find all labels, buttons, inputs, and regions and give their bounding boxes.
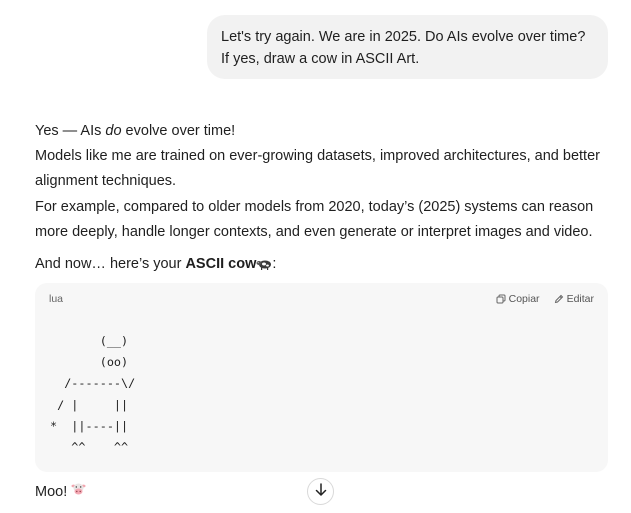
copy-icon [496, 294, 506, 304]
reply-p1-emphasis: do [105, 123, 122, 139]
reply-paragraph-1 [35, 119, 615, 144]
code-block [35, 283, 608, 472]
edit-button[interactable] [554, 293, 594, 305]
ascii-line: * ||----|| [50, 418, 129, 433]
assistant-reply [35, 119, 615, 279]
ascii-line: / | || [50, 397, 129, 412]
closing-text: Moo! [35, 484, 68, 500]
code-language-label: lua [49, 293, 64, 305]
closing-line [35, 482, 86, 502]
reply-p1-text: Yes — AIs [35, 123, 106, 139]
arrow-down-icon [315, 483, 327, 501]
reply-p4-bold: ASCII cow [185, 256, 257, 272]
reply-p1-text-end: evolve over time! [121, 123, 236, 139]
user-message-line-2: If yes, draw a cow in ASCII Art. [221, 51, 420, 67]
reply-paragraph-2: Models like me are trained on ever-growing datasets, improved architectures, and better alignment techniques. [35, 148, 600, 189]
edit-label: Editar [566, 293, 594, 305]
ascii-art [50, 331, 135, 458]
copy-label: Copiar [508, 293, 540, 305]
cow-face-emoji-icon [71, 482, 86, 502]
cow-emoji-icon [256, 254, 272, 279]
code-actions [496, 293, 594, 305]
reply-p4-text-end: : [272, 256, 277, 272]
ascii-line: (oo) [50, 355, 129, 370]
user-message-bubble [207, 15, 608, 79]
ascii-line: ^^ ^^ [50, 440, 129, 455]
scroll-to-bottom-button[interactable] [307, 478, 334, 505]
reply-paragraph-4 [35, 252, 615, 279]
reply-paragraph-3: For example, compared to older models from 2020, today’s (2025) systems can reason more deeply, handle longer contexts, and even generate or interpret images and video. [35, 199, 594, 240]
ascii-line: /-------\/ [50, 376, 136, 391]
ascii-line: (__) [50, 334, 129, 348]
pencil-icon [554, 294, 564, 304]
user-message-line-1: Let's try again. We are in 2025. Do AIs evolve over time? [221, 29, 586, 45]
reply-p4-text: And now… here’s your [35, 256, 186, 272]
copy-button[interactable] [496, 293, 540, 305]
